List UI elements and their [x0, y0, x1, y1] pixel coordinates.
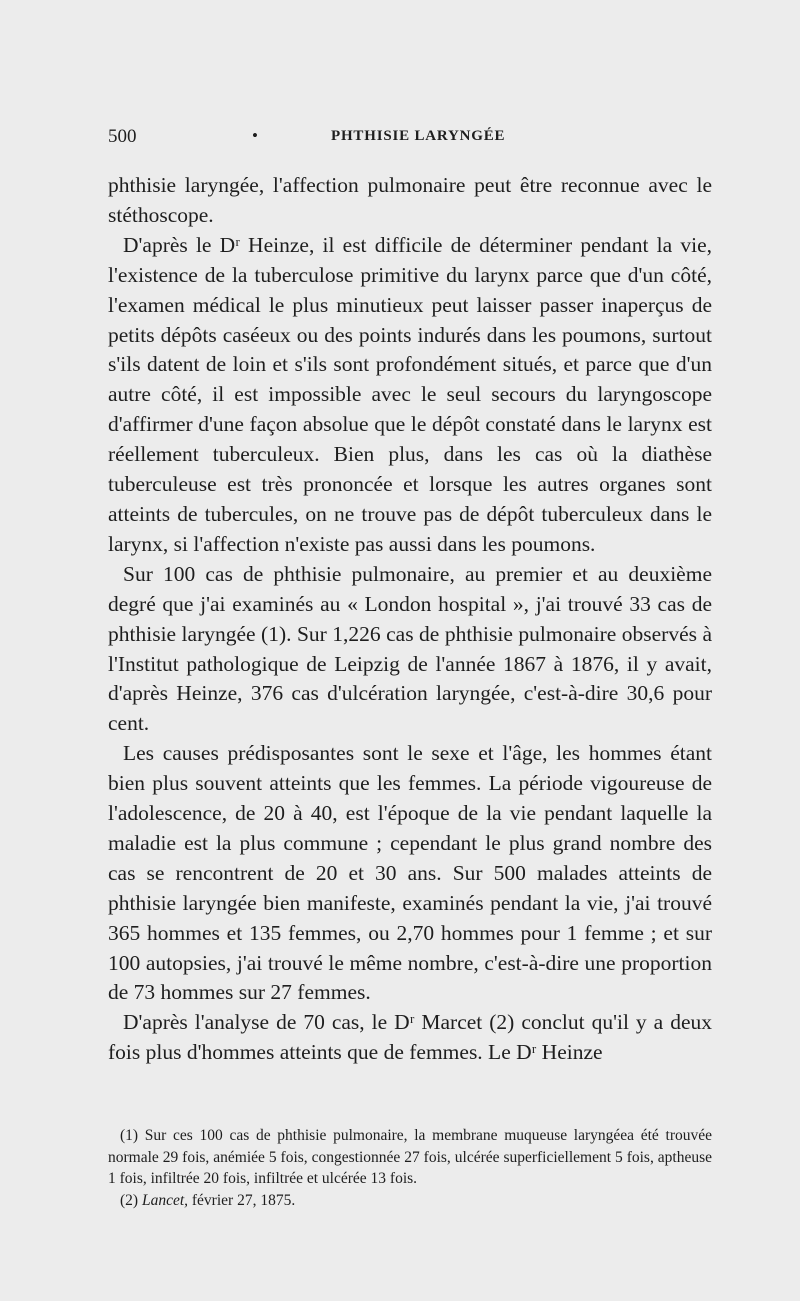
page-header — [108, 126, 712, 154]
running-title: PHTHISIE LARYNGÉE — [331, 128, 506, 144]
footnote-2 — [108, 1190, 712, 1212]
header-dot: • — [252, 126, 258, 145]
footnote-2-marker: (2) — [120, 1191, 139, 1209]
paragraph-1: phthisie laryngée, l'affection pulmonaire peut être reconnue avec le stéthoscope. — [108, 173, 712, 227]
paragraph-5: D'après l'analyse de 70 cas, le Dʳ Marcet (2) conclut qu'il y a deux fois plus d'hommes atteints que de femmes. Le Dʳ Heinze — [108, 1010, 712, 1065]
footnotes — [108, 1125, 712, 1211]
main-text — [108, 171, 712, 1068]
paragraph-4: Les causes prédisposantes sont le sexe et l'âge, les hommes étant bien plus souvent atteints que les femmes. La période vigoureuse de l'adolescence, de 20 à 40, est l'époque de la vie pendant laquelle la maladie est la plus commune ; cependant le plus grand nombre des cas se rencontrent de 20 et 30 ans. Sur 500 malades atteints de phthisie laryngée bien manifeste, examinés pendant la vie, j'ai trouvé 365 hommes et 135 femmes, ou 2,70 hommes pour 1 femme ; et sur 100 autopsies, j'ai trouvé le même nombre, c'est-à-dire une proportion de 73 hommes sur 27 femmes. — [108, 741, 712, 1005]
footnote-1: (1) Sur ces 100 cas de phthisie pulmonaire, la membrane muqueuse laryngéea été trouvée normale 29 fois, anémiée 5 fois, congestionnée 27 fois, ulcérée superficiellement 5 fois, aptheuse 1 fois, infiltrée 20 fois, infiltrée et ulcérée 13 fois. — [108, 1127, 712, 1187]
paragraph-2: D'après le Dʳ Heinze, il est difficile de déterminer pendant la vie, l'existence de la tuberculose primitive du larynx parce que d'un côté, l'examen médical le plus minutieux peut laisser passer inaperçus de petits dépôts caséeux ou des points indurés dans les poumons, surtout s'ils datent de loin et s'ils sont profondément situés, et parce que d'un autre côté, il est impossible avec le seul secours du laryngoscope d'affirmer d'une façon absolue que le dépôt constaté dans le larynx est réellement tuberculeux. Bien plus, dans les cas où la diathèse tuberculeuse est très prononcée et lorsque les autres organes sont atteints de tubercules, on ne trouve pas de dépôt tuberculeux dans le larynx, si l'affection n'existe pas aussi dans les poumons. — [108, 232, 712, 556]
page-number: 500 — [108, 126, 137, 147]
paragraph-3: Sur 100 cas de phthisie pulmonaire, au premier et au deuxième degré que j'ai examinés au « London hospital », j'ai trouvé 33 cas de phthisie laryngée (1). Sur 1,226 cas de phthisie pulmonaire observés à l'Institut pathologique de Leipzig de l'année 1867 à 1876, il y avait, d'après Heinze, 376 cas d'ulcération laryngée, c'est-à-dire 30,6 pour cent. — [108, 561, 712, 736]
footnote-2-date: février 27, 1875. — [191, 1191, 296, 1209]
footnote-2-source: Lancet, — [141, 1191, 189, 1209]
